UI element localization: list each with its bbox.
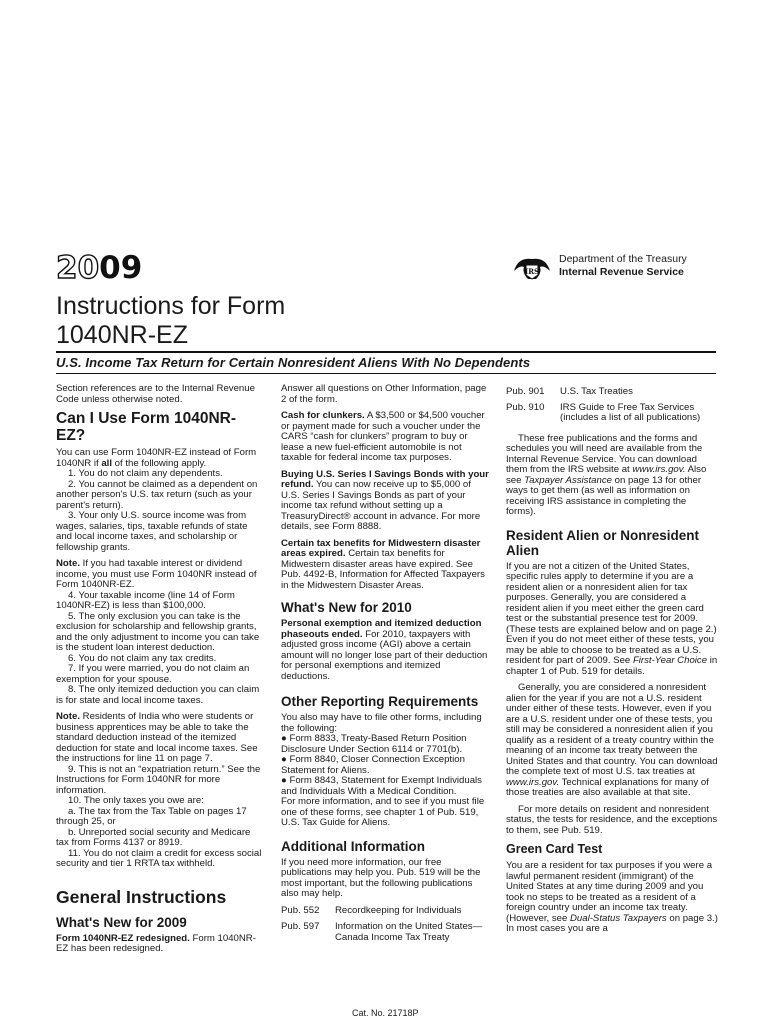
column-3 [506, 387, 718, 935]
can-i-use-heading: Can I Use Form 1040NR-EZ? [56, 410, 237, 444]
condition-item: 2. You cannot be claimed as a dependent on another person's U.S. tax return (such as your parent's return). [56, 478, 258, 511]
form-bullet: ● Form 8840, Closer Connection Exception Statement for Aliens. [281, 754, 465, 776]
pub-title: Recordkeeping for Individuals [335, 904, 462, 916]
first-year-choice-link: First-Year Choice [632, 655, 708, 666]
pub-number: Pub. 910 [506, 401, 545, 413]
green-card-heading: Green Card Test [506, 842, 603, 856]
answer-text: Answer all questions on Other Information, page 2 of the form. [281, 383, 487, 405]
condition-item: 10. The only taxes you owe are: [68, 795, 204, 806]
column-2 [281, 384, 491, 946]
more-details-text: For more details on resident and nonresident status, the tests for residence, and the exceptions to them, see Pub. 519. [506, 803, 718, 836]
pub-number: Pub. 901 [506, 386, 545, 397]
pub-title: IRS Guide to Free Tax Services (includes a list of all publications) [560, 401, 701, 423]
phaseouts-text: Personal exemption and itemized deduction phaseouts ended. For 2010, taxpayers with adjusted gross income (AGI) above a certain amount will no longer lose part of their deduction for personal exemptions and itemized deductions. [281, 618, 488, 682]
other-reporting-heading: Other Reporting Requirements [281, 694, 479, 709]
other-reporting-text: You also may have to file other forms, including the following: [281, 712, 482, 734]
intro-note: Section references are to the Internal Revenue Code unless otherwise noted. [56, 383, 255, 405]
cash-for-clunkers: Cash for clunkers. A $3,500 or $4,500 voucher or payment made for such a voucher under the CARS “cash for clunkers” program to buy or lease a new fuel-efficient automobile is not taxable for federal income tax purposes. [281, 410, 485, 463]
condition-item: 4. Your taxable income (line 14 of Form 1040NR-EZ) is less than $100,000. [56, 589, 235, 611]
note-india: Note. Residents of India who were students or business apprentices may be able to take the standard deduction instead of the itemized deduction for state and local income taxes. See the instructions for line 11 on page 7. [56, 711, 258, 764]
column-1 [56, 384, 264, 955]
condition-item: 1. You do not claim any dependents. [68, 468, 223, 479]
pub-title: Information on the United States—Canada Income Tax Treaty [335, 921, 483, 943]
pub-title: U.S. Tax Treaties [560, 386, 633, 397]
condition-item: 6. You do not claim any tax credits. [68, 652, 217, 664]
resident-alien-text: If you are not a citizen of the United States, specific rules apply to determine if you are a resident alien or a nonresident alien for tax purposes. Generally, you are considered a resident alien if you meet either the green card test or the substantial presence test for 2009. (These tests are explained below and on page 2.) Even if you do not meet either of these tests, you may be able to choose to be treated as a U.S. resident for part of 2009. See First-Year Choice in chapter 1 of Pub. 519 for details. [506, 560, 718, 677]
page-title [56, 292, 285, 350]
savings-bonds: Buying U.S. Series I Savings Bonds with your refund. You can now receive up to $5,000 of U.S. Series I Savings Bonds as part of your income tax refund without setting up a TreasuryDirect® account in advance. For more details, see Form 8888. [281, 468, 489, 532]
general-instructions-heading: General Instructions [56, 886, 227, 907]
sub-item-b: b. Unreported social security and Medicare tax from Forms 4137 or 8919. [56, 826, 251, 848]
condition-item: 3. Your only U.S. source income was from wages, salaries, tips, taxable refunds of state and local income taxes, and scholarship or fellowship grants. [56, 510, 248, 553]
additional-info-heading: Additional Information [281, 838, 425, 854]
top-rule [56, 351, 716, 353]
taxpayer-assistance-link: Taxpayer Assistance [524, 474, 612, 486]
dual-status-link: Dual-Status Taxpayers [570, 912, 667, 924]
publication-row [506, 387, 718, 398]
note-interest: Note. If you had taxable interest or dividend income, you must use Form 1040NR instead of Form 1040NR-EZ. [56, 558, 257, 590]
year-solid: 09 [99, 250, 143, 286]
more-info-text: For more information, and to see if you must file one of these forms, see chapter 1 of Pub. 519, U.S. Tax Guide for Aliens. [281, 796, 485, 828]
year-outline: 20 [56, 250, 100, 286]
svg-text:IRS: IRS [524, 267, 540, 276]
pub-number: Pub. 597 [281, 921, 320, 932]
can-i-use-text: You can use Form 1040NR-EZ instead of Form 1040NR if all of the following apply. [56, 447, 257, 469]
form-bullet: ● Form 8843, Statement for Exempt Individuals and Individuals With a Medical Condition. [281, 775, 482, 797]
publication-row [281, 906, 491, 917]
whats-new-2010-heading: What's New for 2010 [281, 600, 412, 615]
irs-name: Internal Revenue Service [559, 266, 684, 278]
condition-item: 5. The only exclusion you can take is the exclusion for scholarship and fellowship grants, and the only adjustment to income you can take is the student loan interest deduction. [56, 610, 260, 653]
irs-website-link: www.irs.gov. [632, 464, 686, 475]
page-subtitle: U.S. Income Tax Return for Certain Nonresident Aliens With No Dependents [56, 355, 531, 370]
title-line-2: 1040NR-EZ [56, 321, 188, 349]
sub-item-a: a. The tax from the Tax Table on pages 17 through 25, or [56, 805, 247, 827]
treaty-website-link: www.irs.gov. [506, 776, 560, 788]
free-pubs-text: These free publications and the forms and schedules you will need are available from the Internal Revenue Service. You can download them from the IRS website at www.irs.gov. Also see Taxpayer Assistance on page 13 for other ways to get them (as well as information on receiving IRS assistance in completing the forms). [506, 432, 707, 517]
midwestern-disaster: Certain tax benefits for Midwestern disaster areas expired. Certain tax benefits for Midwestern disaster areas have expired. See Pub. 4492-B, Information for Affected Taxpayers in the Midwestern Disaster Areas. [281, 537, 485, 591]
irs-eagle-logo-icon [512, 253, 552, 283]
form-bullet: ● Form 8833, Treaty-Based Return Position Disclosure Under Section 6114 or 7701(b). [281, 733, 467, 755]
condition-item: 7. If you were married, you do not claim an exemption for your spouse. [56, 663, 250, 685]
green-card-text: You are a resident for tax purposes if you were a lawful permanent resident (immigrant) of the United States at any time during 2009 and you took no steps to be treated as a resident of a foreign country under an income tax treaty. (However, see Dual-Status Taxpayers on page 3.) In most cases you are a [506, 860, 718, 934]
catalog-number: Cat. No. 21718P [352, 1008, 419, 1018]
condition-item: 11. You do not claim a credit for excess social security and tier 1 RRTA tax withheld. [56, 847, 262, 869]
title-line-1: Instructions for Form [56, 292, 286, 320]
redesign-text: Form 1040NR-EZ redesigned. Form 1040NR-EZ has been redesigned. [56, 932, 256, 954]
form-year [56, 252, 142, 284]
resident-alien-heading: Resident Alien or Nonresident Alien [506, 527, 700, 558]
treasury-dept: Department of the Treasury [559, 253, 687, 265]
additional-info-text: If you need more information, our free publications may help you. Pub. 519 will be the most important, but the following publications also may help. [281, 856, 481, 899]
publication-row [506, 403, 718, 424]
whats-new-2009-heading: What's New for 2009 [56, 914, 187, 930]
bottom-rule [56, 373, 716, 374]
publication-row [281, 922, 491, 943]
nonresident-text: Generally, you are considered a nonresident alien for the year if you are not a U.S. resident under either of these tests. However, even if you are a U.S. resident under one of these tests, you still may be considered a nonresident alien if you qualify as a resident of a treaty country within the meaning of an income tax treaty between the United States and that country. You can download the complete text of most U.S. tax treaties at www.irs.gov. Technical explanations for many of those treaties are also available at that site. [506, 682, 718, 798]
condition-item: 9. This is not an “expatriation return.” See the Instructions for Form 1040NR for more information. [56, 763, 261, 796]
pub-number: Pub. 552 [281, 904, 320, 916]
condition-item: 8. The only itemized deduction you can claim is for state and local income taxes. [56, 684, 260, 706]
agency-block [512, 253, 687, 283]
